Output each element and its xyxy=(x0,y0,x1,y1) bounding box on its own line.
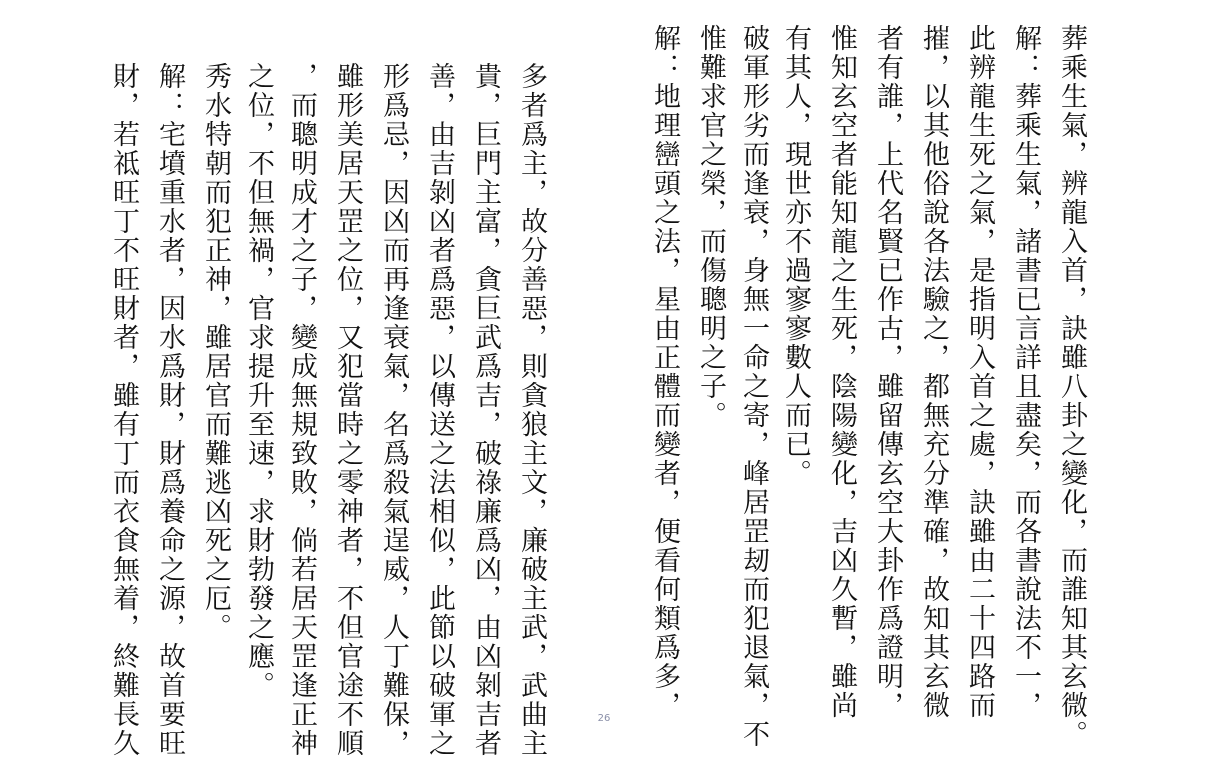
text-column: 葬乘生氣，辨龍入首，訣雖八卦之變化，而誰知其玄微。 xyxy=(1056,24,1087,749)
text-column: 惟難求官之榮，而傷聰明之子。 xyxy=(695,24,726,430)
text-column: 者有誰，上代名賢已作古，雖留傳玄空大卦作爲證明， xyxy=(872,24,903,720)
text-column: 雖形美居天罡之位，又犯當時之零神者，不但官途不順 xyxy=(332,62,363,758)
text-column: 破軍形劣而逢衰，身無一命之寄，峰居罡刼而犯退氣，不 xyxy=(738,24,769,749)
text-column: 惟知玄空者能知龍之生死，陰陽變化，吉凶久暫，雖尚 xyxy=(826,24,857,720)
text-column: ，而聰明成才之子，變成無規致敗，倘若居天罡逢正神 xyxy=(286,62,317,758)
page-number: 26 xyxy=(597,713,611,724)
text-column: 多者爲主，故分善惡，則貪狼主文，廉破主武，武曲主 xyxy=(516,62,547,758)
text-column: 摧，以其他俗說各法驗之，都無充分準確，故知其玄微 xyxy=(918,24,949,720)
text-column: 解：地理巒頭之法，星由正體而變者，便看何類爲多， xyxy=(649,24,680,720)
text-column: 秀水特朝而犯正神，雖居官而難逃凶死之厄。 xyxy=(200,62,231,642)
text-column: 財，若祗旺丁不旺財者，雖有丁而衣食無着，終難長久 xyxy=(108,62,139,758)
text-column: 此辨龍生死之氣，是指明入首之處，訣雖由二十四路而 xyxy=(964,24,995,720)
text-column: 之位，不但無禍，官求提升至速，求財勃發之應。 xyxy=(243,62,274,700)
text-column: 解：葬乘生氣，諸書已言詳且盡矣，而各書說法不一， xyxy=(1010,24,1041,720)
text-column: 形爲忌，因凶而再逢衰氣，名爲殺氣逞威，人丁難保， xyxy=(378,62,409,758)
text-column: 貴，巨門主富，貪巨武爲吉，破祿廉爲凶，由凶剝吉者 xyxy=(470,62,501,758)
text-column: 解：宅墳重水者，因水爲財，財爲養命之源，故首要旺 xyxy=(154,62,185,758)
text-column: 善，由吉剝凶者爲惡，以傳送之法相似，此節以破軍之 xyxy=(424,62,455,758)
text-column: 有其人，現世亦不過寥寥數人而已。 xyxy=(780,24,811,488)
